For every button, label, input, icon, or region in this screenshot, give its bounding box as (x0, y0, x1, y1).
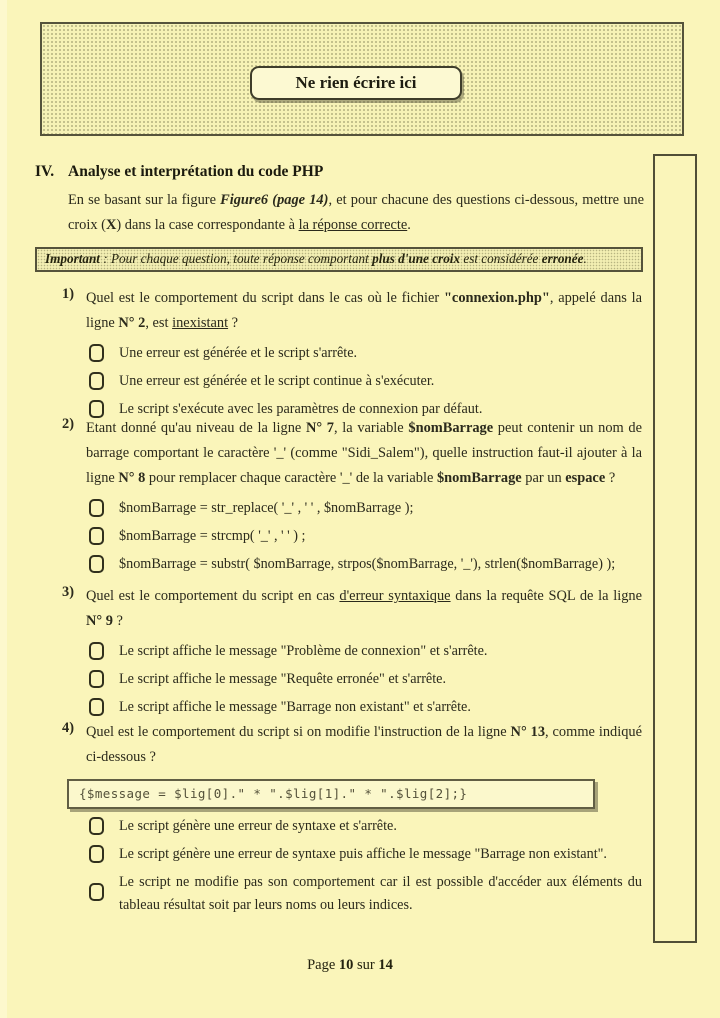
do-not-write-area (40, 22, 684, 136)
option-label: Une erreur est générée et le script continue à s'exécuter. (119, 373, 435, 389)
answer-option (89, 696, 642, 719)
answer-checkbox[interactable] (89, 499, 104, 517)
answer-option (89, 668, 642, 691)
answer-option (89, 525, 642, 548)
question-text: Quel est le comportement du script dans le cas où le fichier "connexion.php", appelé dans la ligne N° 2, est inexistant ? (86, 290, 642, 331)
answer-checkbox[interactable] (89, 344, 104, 362)
question-text: Etant donné qu'au niveau de la ligne N° 7, la variable $nomBarrage peut contenir un nom de barrage comportant le caractère '_' (comme "Sidi_Salem"), quelle instruction faut-il ajouter à la ligne N° 8 pour remplacer chaque caractère '_' de la variable $nomBarrage par un espace ? (86, 420, 642, 486)
answer-option (89, 553, 642, 576)
question-number: 3) (62, 584, 74, 600)
question-1 (62, 286, 642, 421)
section-heading (35, 163, 647, 181)
section-title: Analyse et interprétation du code PHP (68, 163, 324, 180)
answer-checkbox[interactable] (89, 642, 104, 660)
important-notice: Important : Pour chaque question, toute réponse comportant plus d'une croix est considérée erronée. (35, 247, 643, 272)
do-not-write-label: Ne rien écrire ici (250, 66, 462, 100)
section-number: IV. (35, 163, 55, 180)
option-label: Le script génère une erreur de syntaxe et s'arrête. (119, 818, 397, 834)
answer-checkbox[interactable] (89, 883, 104, 901)
answer-checkbox[interactable] (89, 670, 104, 688)
option-label: $nomBarrage = substr( $nomBarrage, strpos($nomBarrage, '_'), strlen($nomBarrage) ); (119, 556, 616, 572)
answer-option (89, 342, 642, 365)
answer-checkbox[interactable] (89, 817, 104, 835)
page-footer: Page 10 sur 14 (307, 957, 393, 973)
option-label: Une erreur est générée et le script s'arrête. (119, 345, 358, 361)
answer-option (89, 640, 642, 663)
question-text: Quel est le comportement du script en cas d'erreur syntaxique dans la requête SQL de la ligne N° 9 ? (86, 588, 642, 629)
question-3 (62, 584, 642, 719)
code-snippet (67, 779, 595, 809)
answer-checkbox[interactable] (89, 372, 104, 390)
option-label: Le script ne modifie pas son comportement car il est possible d'accéder aux éléments du tableau résultat soit par leurs noms ou leurs indices. (119, 874, 642, 913)
grading-margin-box (653, 154, 697, 943)
answer-option (89, 497, 642, 520)
main-content (35, 163, 647, 913)
question-number: 1) (62, 286, 74, 302)
option-label: Le script affiche le message "Requête erronée" et s'arrête. (119, 671, 447, 687)
answer-option (89, 370, 642, 393)
answer-option (89, 815, 642, 838)
intro-paragraph: En se basant sur la figure Figure6 (page 14), et pour chacune des questions ci-dessous, mettre une croix (X) dans la case correspondante à la réponse correcte. (68, 192, 644, 233)
answer-option (89, 871, 642, 917)
answer-checkbox[interactable] (89, 555, 104, 573)
option-label: Le script génère une erreur de syntaxe puis affiche le message "Barrage non existant". (119, 846, 607, 862)
question-number: 4) (62, 720, 74, 736)
option-label: Le script affiche le message "Problème de connexion" et s'arrête. (119, 643, 488, 659)
answer-checkbox[interactable] (89, 527, 104, 545)
answer-checkbox[interactable] (89, 845, 104, 863)
answer-checkbox[interactable] (89, 698, 104, 716)
option-label: Le script affiche le message "Barrage non existant" et s'arrête. (119, 699, 471, 715)
question-2 (62, 416, 642, 576)
option-label: $nomBarrage = strcmp( '_' , ' ' ) ; (119, 528, 306, 544)
option-label: Le script s'exécute avec les paramètres de connexion par défaut. (119, 401, 483, 417)
code-text: {$message = $lig[0]." * ".$lig[1]." * ".$lig[2];} (79, 786, 468, 801)
question-text: Quel est le comportement du script si on modifie l'instruction de la ligne N° 13, comme indiqué ci-dessous ? (86, 724, 642, 765)
question-number: 2) (62, 416, 74, 432)
question-4 (62, 720, 642, 917)
option-label: $nomBarrage = str_replace( '_' , ' ' , $nomBarrage ); (119, 500, 414, 516)
answer-option (89, 843, 642, 866)
